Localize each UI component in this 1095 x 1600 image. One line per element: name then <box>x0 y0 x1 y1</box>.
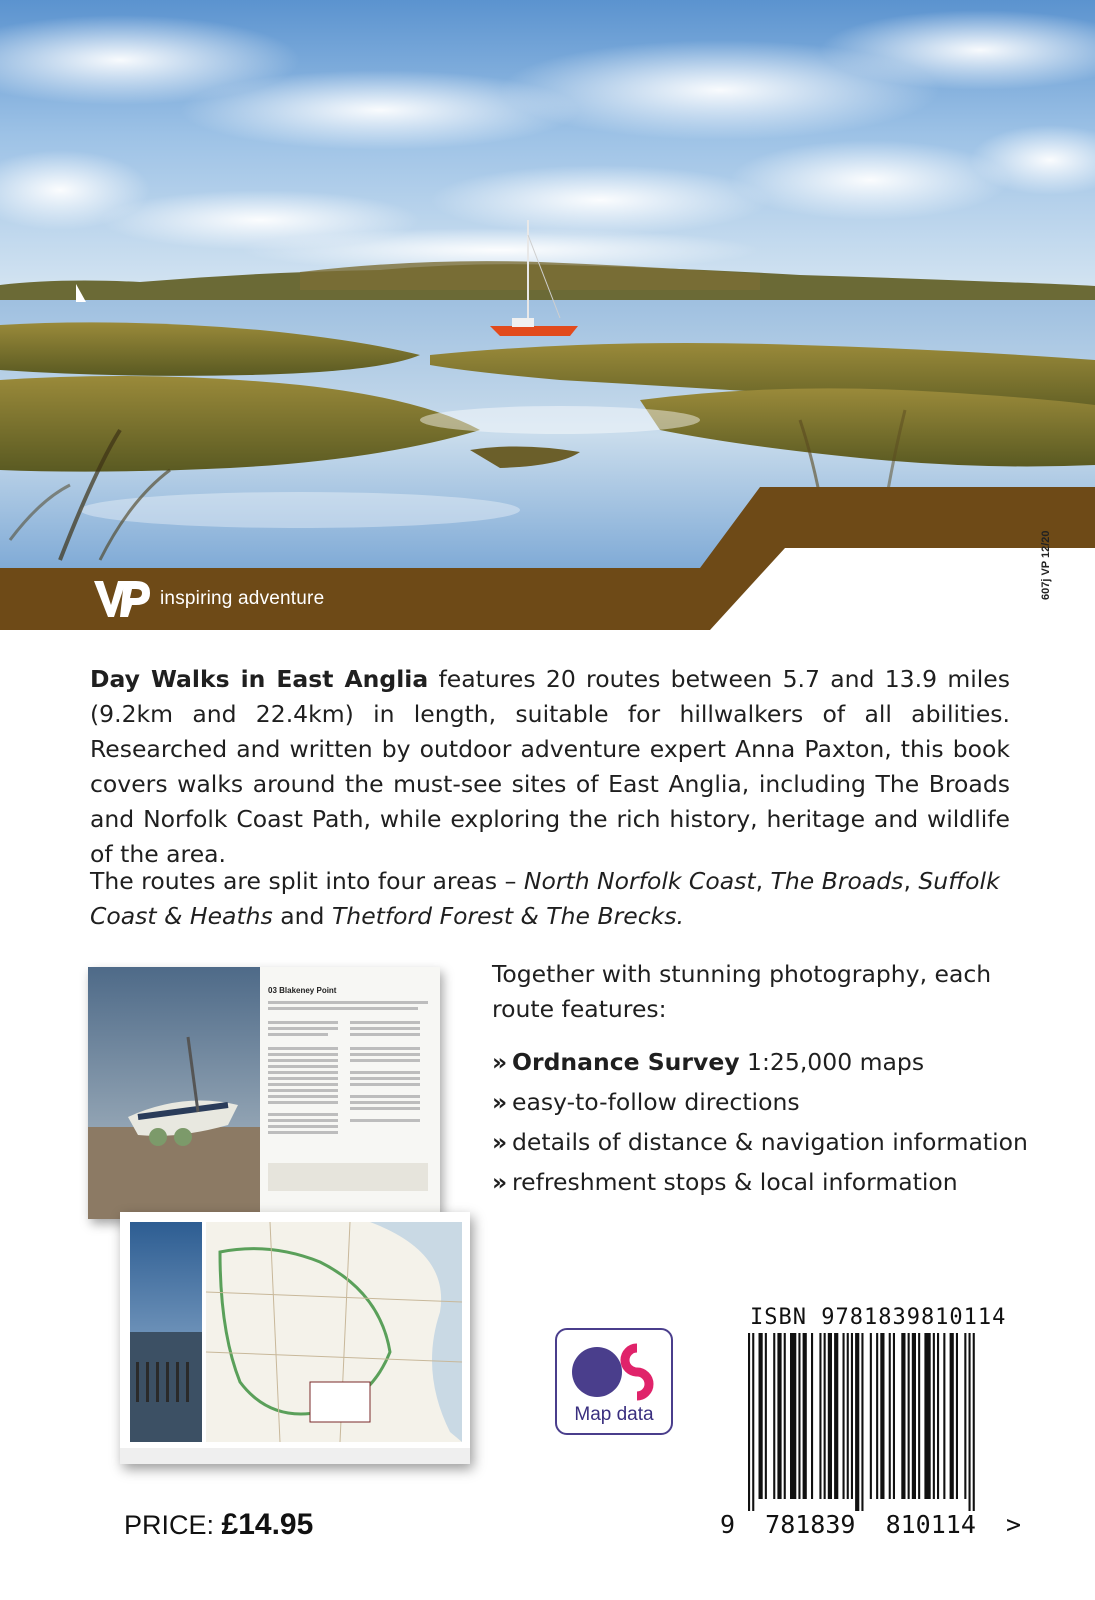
brand-tagline: inspiring adventure <box>160 588 325 609</box>
barcode-bar <box>811 1333 813 1499</box>
features-section <box>492 957 1052 1205</box>
sample-page-image <box>88 967 440 1219</box>
barcode-bar <box>855 1333 859 1511</box>
chevron-bullet-icon: » <box>492 1088 508 1116</box>
barcode-bar <box>819 1333 821 1499</box>
barcode-bar <box>828 1333 832 1499</box>
barcode-bar <box>937 1333 939 1499</box>
barcode-bar <box>901 1333 905 1499</box>
barcode-bar <box>880 1333 884 1499</box>
list-item: » details of distance & navigation information <box>492 1125 1052 1160</box>
intro-body: features 20 routes between 5.7 and 13.9 miles (9.2km and 22.4km) in length, suitable for hillwalkers of all abilities. Researched and written by outdoor adventure expert Anna Paxton, this book covers walks around the must-see sites of East Anglia, including The Broads and Norfolk Coast Path, while exploring the rich history, heritage and wildlife of the area. <box>90 665 1010 868</box>
product-code: 607j VP 12/20 <box>1040 530 1052 600</box>
os-badge-label: Map data <box>574 1404 654 1425</box>
barcode-bar <box>861 1333 863 1511</box>
barcode-bar <box>847 1333 849 1499</box>
barcode-bar <box>933 1333 935 1499</box>
intro-paragraph <box>90 662 1010 872</box>
barcode-bar <box>798 1333 800 1499</box>
barcode-bar <box>973 1333 975 1511</box>
features-lead: Together with stunning photography, each route features: <box>492 960 992 1023</box>
areas-paragraph: The routes are split into four areas – North Norfolk Coast, The Broads, Suffolk Coast & Heaths and Thetford Forest & The Brecks. <box>90 867 1000 930</box>
list-item: » Ordnance Survey 1:25,000 maps <box>492 1045 1052 1080</box>
cover-photo <box>0 0 1095 630</box>
price-label: PRICE: <box>124 1510 222 1540</box>
sample-page-route-description <box>88 967 440 1219</box>
price <box>124 1508 313 1542</box>
barcode-bar <box>748 1333 750 1511</box>
svg-text:03 Blakeney Point: 03 Blakeney Point <box>268 986 337 995</box>
barcode-bar <box>950 1333 954 1499</box>
areas-lead: The routes are split into four areas – <box>90 867 524 895</box>
area-name: North Norfolk Coast <box>523 867 756 895</box>
barcode-bar <box>759 1333 763 1499</box>
barcode-bar <box>824 1333 826 1499</box>
barcode-bar <box>876 1333 878 1499</box>
barcode-bar <box>765 1333 767 1499</box>
price-amount: £14.95 <box>221 1508 314 1541</box>
barcode-digits: 9 781839 810114 > <box>720 1510 1022 1539</box>
features-list <box>492 1045 1052 1200</box>
barcode-bar <box>843 1333 845 1499</box>
area-name: Thetford Forest & The Brecks. <box>331 902 684 930</box>
barcode-bar <box>889 1333 891 1499</box>
list-item: » easy-to-follow directions <box>492 1085 1052 1120</box>
barcode-bar <box>908 1333 910 1499</box>
area-name: Suffolk Coast & Heaths <box>90 867 1000 930</box>
vp-logo <box>90 577 324 621</box>
chevron-bullet-icon: » <box>492 1168 508 1196</box>
os-map-data-badge <box>555 1328 673 1435</box>
barcode-bar <box>790 1333 796 1499</box>
barcode-bar <box>893 1333 895 1499</box>
barcode-bar <box>924 1333 930 1499</box>
barcode-bar <box>956 1333 958 1499</box>
book-title: Day Walks in East Anglia <box>90 665 429 693</box>
barcode-bar <box>803 1333 807 1499</box>
barcode-bar <box>870 1333 872 1499</box>
barcode-bar <box>752 1333 754 1511</box>
os-logo-icon <box>557 1336 671 1406</box>
barcode-bar <box>969 1333 971 1511</box>
barcode-bar <box>918 1333 920 1499</box>
barcode-bar <box>912 1333 916 1499</box>
barcode-bar <box>773 1333 775 1499</box>
area-name: The Broads <box>770 867 904 895</box>
chevron-bullet-icon: » <box>492 1048 508 1076</box>
barcode-bar <box>943 1333 945 1499</box>
barcode-bar <box>964 1333 966 1499</box>
sample-page-route-map <box>120 1212 470 1464</box>
isbn-text: ISBN 9781839810114 <box>750 1305 1007 1330</box>
barcode-image <box>748 1333 1010 1511</box>
list-item: » refreshment stops & local information <box>492 1165 1052 1200</box>
barcode-bar <box>784 1333 786 1499</box>
estuary-landscape-image <box>0 0 1095 630</box>
barcode-bar <box>834 1333 838 1499</box>
barcode-bar <box>777 1333 781 1499</box>
vp-logo-icon <box>90 577 154 621</box>
chevron-bullet-icon: » <box>492 1128 508 1156</box>
barcode-bar <box>851 1333 853 1499</box>
sample-map-image <box>120 1212 470 1464</box>
